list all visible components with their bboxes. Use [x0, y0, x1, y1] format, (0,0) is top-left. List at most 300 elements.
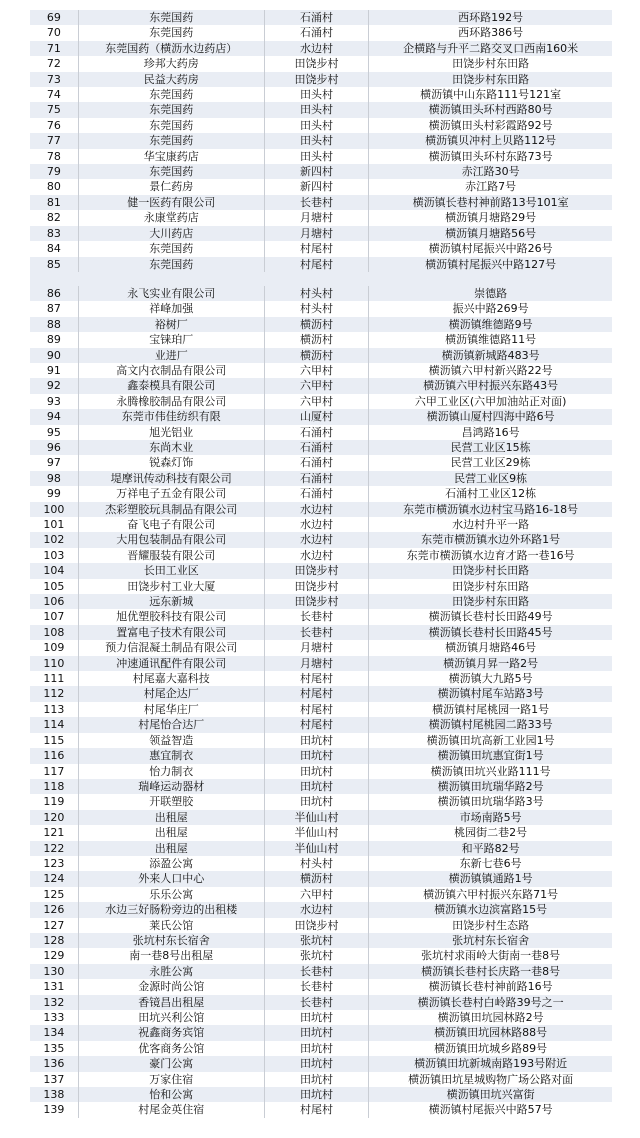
table-row: [30, 733, 612, 748]
cell-place-name: 业进厂: [79, 348, 265, 363]
cell-place-name: 永腾橡胶制品有限公司: [79, 394, 265, 409]
table-row: [30, 210, 612, 225]
table-row: [30, 87, 612, 102]
table-row: [30, 363, 612, 378]
table-row: [30, 810, 612, 825]
cell-row-number: 118: [30, 779, 79, 794]
cell-row-number: 76: [30, 118, 79, 133]
cell-row-number: 132: [30, 995, 79, 1010]
cell-row-number: 136: [30, 1056, 79, 1071]
table-row: [30, 594, 612, 609]
cell-place-name: 旭优塑胶科技有限公司: [79, 609, 265, 624]
cell-village: 新四村: [265, 179, 369, 194]
cell-row-number: 91: [30, 363, 79, 378]
table-row: [30, 548, 612, 563]
cell-place-name: 惠宜制衣: [79, 748, 265, 763]
cell-row-number: 100: [30, 502, 79, 517]
cell-address: 横沥镇镇通路1号: [448, 872, 533, 886]
cell-place-name: 晋耀服装有限公司: [79, 548, 265, 563]
cell-village: 六甲村: [265, 887, 369, 902]
cell-place-name: 东莞国药: [79, 118, 265, 133]
cell-address: 横沥镇田头环村西路80号: [428, 103, 553, 117]
cell-address: 横沥镇长巷村神前路16号: [428, 980, 553, 994]
cell-address: 横沥镇村尾振兴中路57号: [428, 1103, 553, 1117]
cell-village: 月塘村: [265, 656, 369, 671]
cell-row-number: 72: [30, 56, 79, 71]
table-row: [30, 317, 612, 332]
cell-village: 山厦村: [265, 409, 369, 424]
table-row: [30, 640, 612, 655]
cell-village: 田饶步村: [265, 56, 369, 71]
cell-row-number: 83: [30, 226, 79, 241]
cell-row-number: 108: [30, 625, 79, 640]
table-row: [30, 609, 612, 624]
cell-place-name: 大用包装制品有限公司: [79, 532, 265, 547]
cell-village: 田饶步村: [265, 918, 369, 933]
cell-place-name: 外来人口中心: [79, 871, 265, 886]
cell-row-number: 105: [30, 579, 79, 594]
cell-place-name: 优客商务公馆: [79, 1041, 265, 1056]
cell-row-number: 97: [30, 455, 79, 470]
cell-place-name: 万家住宿: [79, 1072, 265, 1087]
table-row: [30, 748, 612, 763]
cell-address: 东莞市横沥镇水边村宝马路16-18号: [403, 502, 579, 516]
cell-village: 村尾村: [265, 1102, 369, 1117]
table-row: [30, 579, 612, 594]
cell-row-number: 131: [30, 979, 79, 994]
cell-address: 横沥镇长巷村白岭路39号之一: [417, 995, 564, 1009]
table-row: [30, 286, 612, 301]
cell-row-number: 120: [30, 810, 79, 825]
cell-row-number: 130: [30, 964, 79, 979]
cell-village: 田坑村: [265, 1072, 369, 1087]
cell-row-number: 79: [30, 164, 79, 179]
cell-row-number: 94: [30, 409, 79, 424]
cell-village: 横沥村: [265, 317, 369, 332]
cell-address: 赤江路30号: [461, 165, 520, 179]
cell-place-name: 添盈公寓: [79, 856, 265, 871]
cell-address: 张坑村东长宿舍: [452, 933, 530, 947]
cell-village: 田头村: [265, 102, 369, 117]
cell-row-number: 70: [30, 25, 79, 40]
cell-village: 村尾村: [265, 241, 369, 256]
cell-village: 月塘村: [265, 210, 369, 225]
table-row: [30, 1102, 612, 1117]
cell-address: 横沥镇村尾桃园二路33号: [428, 718, 553, 732]
cell-row-number: 74: [30, 87, 79, 102]
data-table: [30, 10, 612, 1118]
cell-village: 田头村: [265, 87, 369, 102]
cell-address: 横沥镇田头村彩霞路92号: [428, 118, 553, 132]
cell-place-name: 东莞国药: [79, 133, 265, 148]
group-separator: [30, 272, 612, 286]
table-row: [30, 409, 612, 424]
cell-place-name: 乐乐公寓: [79, 887, 265, 902]
table-row: [30, 502, 612, 517]
cell-address: 横沥镇长巷村长田路45号: [428, 625, 553, 639]
cell-village: 横沥村: [265, 871, 369, 886]
cell-address: 民营工业区9栋: [454, 471, 528, 485]
cell-village: 石涌村: [265, 10, 369, 25]
cell-place-name: 永飞实业有限公司: [79, 286, 265, 301]
table-row: [30, 871, 612, 886]
cell-row-number: 93: [30, 394, 79, 409]
cell-place-name: 高文内衣制品有限公司: [79, 363, 265, 378]
table-row: [30, 517, 612, 532]
cell-row-number: 112: [30, 686, 79, 701]
cell-row-number: 116: [30, 748, 79, 763]
cell-row-number: 109: [30, 640, 79, 655]
table-row: [30, 257, 612, 272]
cell-place-name: 开联塑胶: [79, 794, 265, 809]
cell-village: 村尾村: [265, 257, 369, 272]
table-row: [30, 56, 612, 71]
cell-row-number: 117: [30, 764, 79, 779]
cell-row-number: 134: [30, 1025, 79, 1040]
cell-row-number: 90: [30, 348, 79, 363]
cell-village: 田头村: [265, 133, 369, 148]
table-row: [30, 118, 612, 133]
table-row: [30, 179, 612, 194]
cell-row-number: 126: [30, 902, 79, 917]
cell-village: 张坑村: [265, 933, 369, 948]
cell-village: 水边村: [265, 502, 369, 517]
table-row: [30, 195, 612, 210]
cell-place-name: 怡和公寓: [79, 1087, 265, 1102]
cell-address: 东莞市横沥镇水边外环路1号: [421, 533, 561, 547]
cell-place-name: 怡力制衣: [79, 764, 265, 779]
cell-address: 六甲工业区(六甲加油站正对面): [414, 394, 567, 408]
table-row: [30, 41, 612, 56]
cell-place-name: 田饶步村工业大厦: [79, 579, 265, 594]
cell-row-number: 84: [30, 241, 79, 256]
cell-village: 横沥村: [265, 332, 369, 347]
cell-address: 横沥镇贝冲村上贝路112号: [425, 134, 557, 148]
table-row: [30, 471, 612, 486]
cell-village: 石涌村: [265, 486, 369, 501]
cell-address: 横沥镇维德路11号: [445, 333, 537, 347]
cell-village: 石涌村: [265, 455, 369, 470]
table-row: [30, 72, 612, 87]
table-row: [30, 455, 612, 470]
cell-row-number: 137: [30, 1072, 79, 1087]
cell-address: 横沥镇田坑园林路88号: [434, 1026, 548, 1040]
cell-row-number: 111: [30, 671, 79, 686]
cell-place-name: 大川药店: [79, 226, 265, 241]
cell-village: 石涌村: [265, 425, 369, 440]
cell-village: 水边村: [265, 532, 369, 547]
table-row: [30, 25, 612, 40]
cell-address: 横沥镇六甲村振兴东路43号: [423, 379, 559, 393]
cell-place-name: 永胜公寓: [79, 964, 265, 979]
cell-place-name: 张坑村东长宿舍: [79, 933, 265, 948]
cell-village: 村尾村: [265, 717, 369, 732]
cell-address: 横沥镇月昇一路2号: [443, 656, 539, 670]
cell-place-name: 东莞国药: [79, 87, 265, 102]
cell-row-number: 73: [30, 72, 79, 87]
cell-village: 水边村: [265, 902, 369, 917]
cell-address: 东新七巷6号: [459, 856, 522, 870]
cell-place-name: 健一医药有限公司: [79, 195, 265, 210]
cell-village: 六甲村: [265, 363, 369, 378]
cell-village: 六甲村: [265, 394, 369, 409]
table-row: [30, 394, 612, 409]
cell-address: 横沥镇长巷村神前路13号101室: [412, 195, 569, 209]
cell-village: 田坑村: [265, 1056, 369, 1071]
cell-place-name: 民益大药房: [79, 72, 265, 87]
cell-village: 长巷村: [265, 964, 369, 979]
cell-row-number: 106: [30, 594, 79, 609]
cell-row-number: 139: [30, 1102, 79, 1117]
cell-place-name: 祥峰加强: [79, 301, 265, 316]
cell-village: 村尾村: [265, 686, 369, 701]
cell-place-name: 南一巷8号出租屋: [79, 948, 265, 963]
cell-address: 桃园街二巷2号: [454, 826, 528, 840]
cell-place-name: 宝铼珀厂: [79, 332, 265, 347]
table-row: [30, 149, 612, 164]
cell-place-name: 奋飞电子有限公司: [79, 517, 265, 532]
cell-village: 田坑村: [265, 1010, 369, 1025]
cell-place-name: 预力信混凝土制品有限公司: [79, 640, 265, 655]
cell-place-name: 村尾金英住宿: [79, 1102, 265, 1117]
cell-place-name: 村尾嘉大嘉科技: [79, 671, 265, 686]
cell-address: 东莞市横沥镇水边育才路一巷16号: [406, 548, 575, 562]
cell-place-name: 珍邦大药房: [79, 56, 265, 71]
cell-address: 和平路82号: [461, 841, 520, 855]
table-row: [30, 133, 612, 148]
cell-row-number: 113: [30, 702, 79, 717]
cell-row-number: 102: [30, 532, 79, 547]
table-row: [30, 241, 612, 256]
table-row: [30, 226, 612, 241]
cell-address: 横沥镇长巷村长田路49号: [428, 610, 553, 624]
cell-place-name: 冲速通讯配件有限公司: [79, 656, 265, 671]
table-row: [30, 686, 612, 701]
table-row: [30, 717, 612, 732]
cell-address: 横沥镇村尾振兴中路26号: [428, 242, 553, 256]
table-row: [30, 164, 612, 179]
cell-row-number: 122: [30, 841, 79, 856]
cell-address: 横沥镇田坑兴业路111号: [430, 764, 551, 778]
cell-row-number: 95: [30, 425, 79, 440]
table-row: [30, 933, 612, 948]
table-row: [30, 563, 612, 578]
cell-place-name: 出租屋: [79, 825, 265, 840]
cell-address: 横沥镇中山东路111号121室: [420, 88, 562, 102]
cell-village: 村尾村: [265, 702, 369, 717]
cell-place-name: 锐森灯饰: [79, 455, 265, 470]
table-row: [30, 825, 612, 840]
cell-row-number: 121: [30, 825, 79, 840]
cell-village: 月塘村: [265, 640, 369, 655]
table-row: [30, 1025, 612, 1040]
cell-address: 西环路192号: [458, 11, 524, 24]
cell-row-number: 135: [30, 1041, 79, 1056]
cell-village: 田饶步村: [265, 594, 369, 609]
cell-place-name: 万祥电子五金有限公司: [79, 486, 265, 501]
cell-village: 田饶步村: [265, 563, 369, 578]
cell-address: 横沥镇长巷村长庆路一巷8号: [421, 964, 561, 978]
cell-village: 田坑村: [265, 1025, 369, 1040]
cell-address: 田饶步村东田路: [452, 72, 530, 86]
cell-row-number: 92: [30, 378, 79, 393]
cell-village: 长巷村: [265, 609, 369, 624]
cell-address: 民营工业区15栋: [450, 440, 531, 454]
cell-address: 横沥镇田坑城乡路89号: [434, 1041, 548, 1055]
cell-address: 横沥镇月塘路29号: [445, 211, 537, 225]
cell-row-number: 82: [30, 210, 79, 225]
cell-row-number: 69: [30, 10, 79, 25]
cell-address: 田饶步村东田路: [452, 579, 530, 593]
cell-address: 张坑村求雨岭大街南一巷8号: [421, 949, 561, 963]
table-row: [30, 486, 612, 501]
cell-row-number: 123: [30, 856, 79, 871]
cell-row-number: 89: [30, 332, 79, 347]
cell-address: 横沥镇月塘路56号: [445, 226, 537, 240]
cell-address: 横沥镇田坑瑞华路3号: [437, 795, 544, 809]
table-row: [30, 1087, 612, 1102]
cell-place-name: 鑫泰模具有限公司: [79, 378, 265, 393]
cell-village: 长巷村: [265, 625, 369, 640]
cell-place-name: 村尾怡合达厂: [79, 717, 265, 732]
cell-address: 企横路与升平二路交叉口西南160米: [403, 41, 579, 55]
cell-place-name: 置富电子技术有限公司: [79, 625, 265, 640]
cell-place-name: 东莞国药（横沥水边药店）: [79, 41, 265, 56]
cell-village: 田头村: [265, 118, 369, 133]
cell-village: 田饶步村: [265, 579, 369, 594]
cell-row-number: 81: [30, 195, 79, 210]
cell-row-number: 78: [30, 149, 79, 164]
cell-village: 田坑村: [265, 794, 369, 809]
cell-address: 横沥镇大九路5号: [448, 672, 533, 686]
cell-row-number: 96: [30, 440, 79, 455]
cell-village: 田坑村: [265, 764, 369, 779]
cell-village: 石涌村: [265, 440, 369, 455]
cell-village: 村头村: [265, 856, 369, 871]
cell-address: 横沥镇新城路483号: [441, 348, 540, 362]
cell-village: 长巷村: [265, 979, 369, 994]
cell-place-name: 水边三好肠粉旁边的出租楼: [79, 902, 265, 917]
cell-village: 月塘村: [265, 226, 369, 241]
cell-address: 田饶步村生态路: [452, 918, 530, 932]
cell-place-name: 华宝康药店: [79, 149, 265, 164]
cell-address: 横沥镇田坑瑞华路2号: [437, 779, 544, 793]
cell-village: 村尾村: [265, 671, 369, 686]
cell-village: 长巷村: [265, 195, 369, 210]
table-row: [30, 779, 612, 794]
table-row: [30, 794, 612, 809]
cell-address: 赤江路7号: [465, 180, 517, 194]
table-row: [30, 764, 612, 779]
cell-place-name: 东尚木业: [79, 440, 265, 455]
cell-row-number: 119: [30, 794, 79, 809]
cell-place-name: 村尾企达厂: [79, 686, 265, 701]
cell-village: 村头村: [265, 286, 369, 301]
cell-village: 张坑村: [265, 948, 369, 963]
cell-village: 半仙山村: [265, 825, 369, 840]
cell-village: 田坑村: [265, 1087, 369, 1102]
cell-place-name: 景仁药房: [79, 179, 265, 194]
table-row: [30, 995, 612, 1010]
cell-row-number: 77: [30, 133, 79, 148]
cell-row-number: 98: [30, 471, 79, 486]
cell-row-number: 75: [30, 102, 79, 117]
cell-place-name: 东莞国药: [79, 25, 265, 40]
cell-place-name: 旭光铝业: [79, 425, 265, 440]
cell-row-number: 107: [30, 609, 79, 624]
cell-village: 水边村: [265, 517, 369, 532]
cell-row-number: 101: [30, 517, 79, 532]
table-row: [30, 948, 612, 963]
cell-row-number: 138: [30, 1087, 79, 1102]
cell-place-name: 远东新城: [79, 594, 265, 609]
cell-row-number: 110: [30, 656, 79, 671]
cell-place-name: 东莞国药: [79, 257, 265, 272]
cell-address: 横沥镇六甲村振兴东路71号: [423, 887, 559, 901]
table-row: [30, 440, 612, 455]
cell-address: 西环路386号: [458, 26, 524, 40]
cell-row-number: 99: [30, 486, 79, 501]
cell-address: 横沥镇田坑新城南路193号附近: [414, 1057, 568, 1071]
table-row: [30, 856, 612, 871]
cell-address: 昌鸿路16号: [461, 425, 520, 439]
table-row: [30, 656, 612, 671]
table-row: [30, 1072, 612, 1087]
cell-row-number: 115: [30, 733, 79, 748]
cell-address: 横沥镇村尾桃园一路1号: [432, 702, 550, 716]
cell-place-name: 莱氏公馆: [79, 918, 265, 933]
table-row: [30, 348, 612, 363]
cell-row-number: 125: [30, 887, 79, 902]
table-row: [30, 841, 612, 856]
cell-village: 田饶步村: [265, 72, 369, 87]
cell-row-number: 104: [30, 563, 79, 578]
cell-row-number: 85: [30, 257, 79, 272]
cell-village: 田坑村: [265, 733, 369, 748]
table-row: [30, 964, 612, 979]
cell-address: 横沥镇田坑星城购物广场公路对面: [408, 1072, 574, 1086]
cell-address: 横沥镇月塘路46号: [445, 641, 537, 655]
cell-village: 田头村: [265, 149, 369, 164]
table-row: [30, 332, 612, 347]
cell-village: 长巷村: [265, 995, 369, 1010]
cell-address: 横沥镇山厦村四海中路6号: [426, 410, 555, 424]
table-row: [30, 902, 612, 917]
cell-address: 横沥镇村尾车站路3号: [437, 687, 544, 701]
cell-row-number: 127: [30, 918, 79, 933]
cell-address: 横沥镇六甲村新兴路22号: [428, 363, 553, 377]
cell-place-name: 东莞国药: [79, 164, 265, 179]
cell-village: 水边村: [265, 548, 369, 563]
cell-village: 石涌村: [265, 471, 369, 486]
cell-address: 水边村升平一路: [452, 518, 530, 531]
table-row: [30, 918, 612, 933]
cell-place-name: 出租屋: [79, 810, 265, 825]
cell-place-name: 东莞国药: [79, 102, 265, 117]
cell-place-name: 祝鑫商务宾馆: [79, 1025, 265, 1040]
table-row: [30, 1041, 612, 1056]
cell-village: 横沥村: [265, 348, 369, 363]
cell-address: 横沥镇水边滨富路15号: [434, 903, 548, 917]
cell-address: 横沥镇田坑惠宜街1号: [437, 749, 544, 763]
table-row: [30, 532, 612, 547]
cell-row-number: 114: [30, 717, 79, 732]
cell-address: 横沥镇田头环村东路73号: [428, 149, 553, 163]
cell-village: 六甲村: [265, 378, 369, 393]
cell-address: 振兴中路269号: [452, 302, 529, 316]
cell-place-name: 村尾华庄厂: [79, 702, 265, 717]
cell-row-number: 87: [30, 301, 79, 316]
